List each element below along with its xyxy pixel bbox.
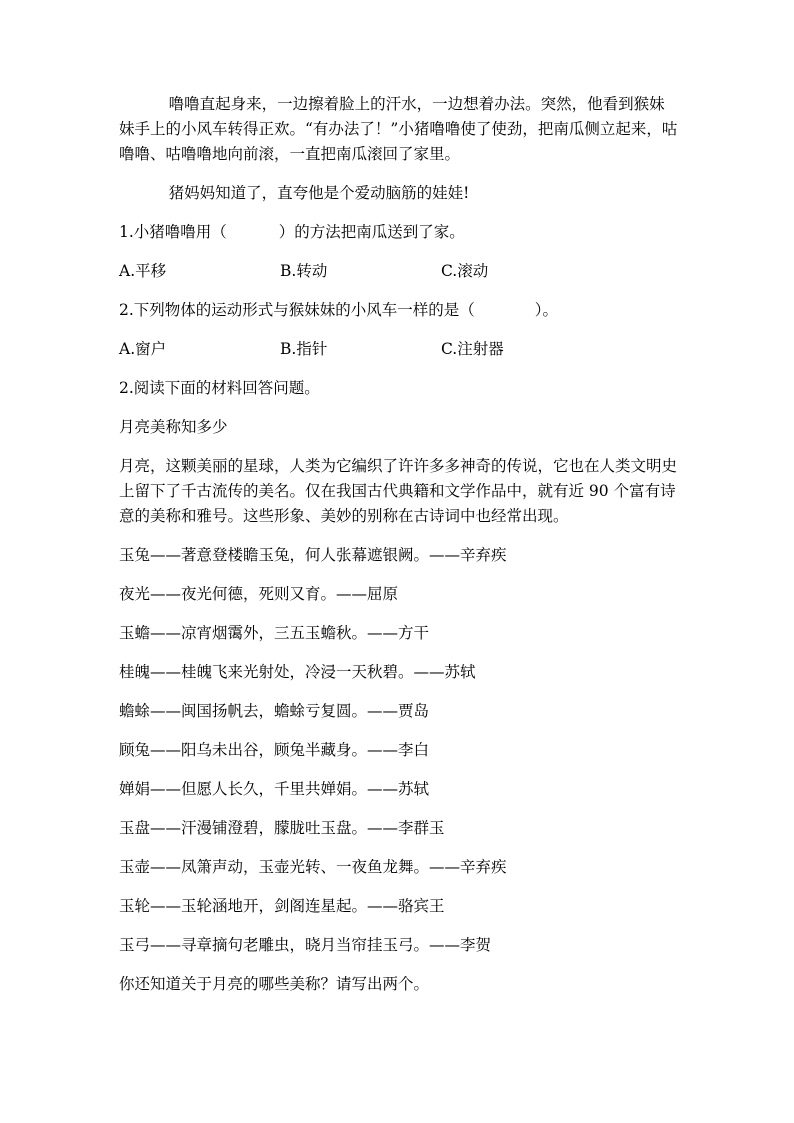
question-1-prefix: 1.小猪噜噜用（ (119, 223, 227, 241)
moon-name-line: 顾兔——阳乌未出谷，顾兔半藏身。——李白 (119, 741, 430, 759)
story-paragraph-2: 猪妈妈知道了，直夸他是个爱动脑筋的娃娃! (168, 184, 470, 202)
moon-name-line: 夜光——夜光何德，死则又育。——屈原 (119, 585, 399, 603)
question-2-option-b: B.指针 (280, 340, 328, 358)
question-1-option-b: B.转动 (280, 262, 328, 280)
story-paragraph-1: 噜噜直起身来，一边擦着脸上的汗水，一边想着办法。突然，他看到猴妹妹手上的小风车转得正欢。“有办法了！”小猪噜噜使了使劲，把南瓜侧立起来，咕噜噜、咕噜噜地向前滚，一直把南瓜滚回了家里。 (119, 95, 678, 163)
moon-name-line: 玉盘——汗漫铺澄碧，朦胧吐玉盘。——李群玉 (119, 819, 445, 837)
question-2-option-a: A.窗户 (119, 340, 167, 358)
moon-name-line: 玉轮——玉轮涵地开，剑阁连星起。——骆宾王 (119, 897, 445, 915)
moon-name-line: 桂魄——桂魄飞来光射处，冷浸一天秋碧。——苏轼 (119, 663, 476, 681)
moon-name-line: 玉兔——著意登楼瞻玉兔，何人张幕遮银阙。——辛弃疾 (119, 546, 507, 564)
question-1-options (119, 259, 679, 284)
question-2-prefix: 2.下列物体的运动形式与猴妹妹的小风车一样的是（ (119, 301, 475, 319)
moon-name-line: 婵娟——但愿人长久，千里共婵娟。——苏轼 (119, 780, 430, 798)
article-title: 月亮美称知多少 (119, 418, 228, 436)
article-intro: 月亮，这颗美丽的星球，人类为它编织了许许多多神奇的传说，它也在人类文明史上留下了千古流传的美名。仅在我国古代典籍和文学作品中，就有近 90 个富有诗意的美称和雅号。这些形象、美妙的别称在古诗词中也经常出现。 (119, 457, 678, 525)
moon-name-line: 玉弓——寻章摘句老雕虫，晓月当帘挂玉弓。——李贺 (119, 936, 492, 954)
final-question: 你还知道关于月亮的哪些美称？请写出两个。 (119, 975, 430, 993)
question-2 (119, 298, 679, 323)
question-1-option-a: A.平移 (119, 262, 167, 280)
moon-name-line: 蟾蜍——闽国扬帆去，蟾蜍亏复圆。——贾岛 (119, 702, 430, 720)
question-2-option-c: C.注射器 (441, 340, 504, 358)
section-2-heading: 2.阅读下面的材料回答问题。 (119, 379, 320, 397)
moon-name-line: 玉壶——凤箫声动，玉壶光转、一夜鱼龙舞。——辛弃疾 (119, 858, 507, 876)
question-2-options (119, 337, 679, 362)
document-page (119, 92, 679, 997)
question-1-suffix: ）的方法把南瓜送到了家。 (278, 223, 465, 241)
question-2-suffix: ）。 (534, 301, 559, 319)
moon-name-line: 玉蟾——凉宵烟霭外，三五玉蟾秋。——方干 (119, 624, 430, 642)
question-1 (119, 220, 679, 245)
question-1-option-c: C.滚动 (441, 262, 489, 280)
